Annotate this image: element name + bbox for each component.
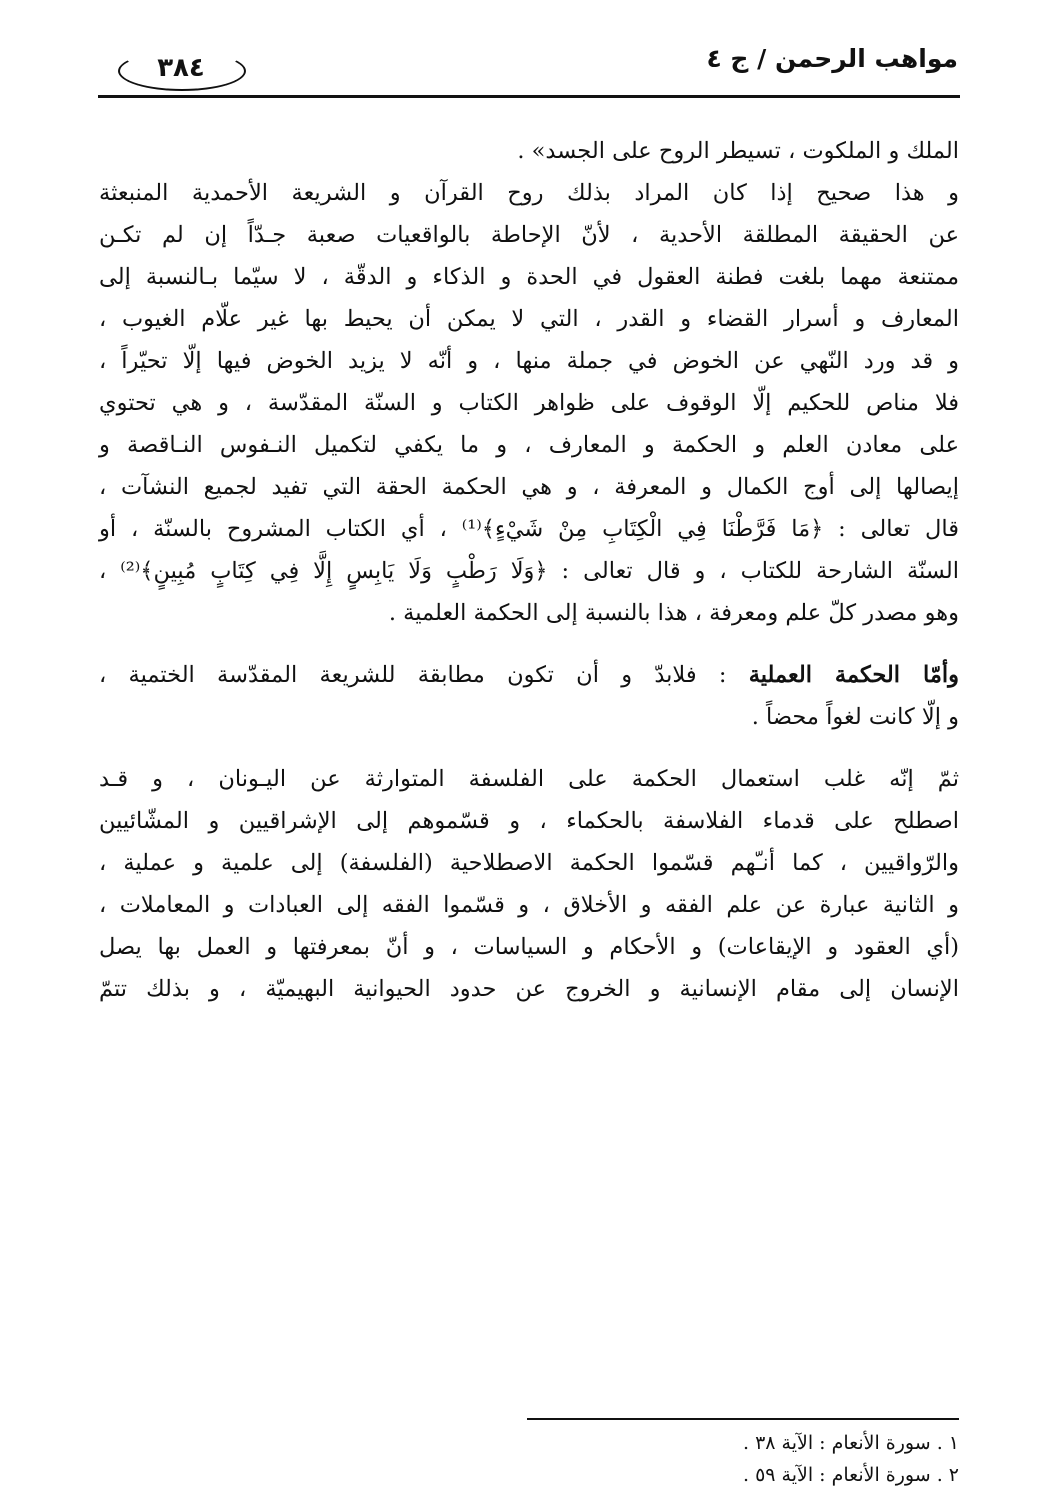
paragraph-4 <box>99 758 959 1010</box>
page-header <box>96 38 958 92</box>
text-line: السنّة الشارحة للكتاب ، و قال تعالى : ﴿وَلَا رَطْبٍ وَلَا يَابِسٍ إِلَّا فِي كِتَابٍ مُبِينٍ﴾⁽²⁾ ، <box>99 558 959 584</box>
paragraph-3 <box>99 654 959 738</box>
text-line: و هذا صحيح إذا كان المراد بذلك روح القرآن و الشريعة الأحمدية المنبعثة <box>99 180 959 206</box>
paragraph-1 <box>99 130 959 172</box>
text-line: ثمّ إنّه غلب استعمال الحكمة على الفلسفة المتوارثة عن اليـونان ، و قـد <box>99 766 959 792</box>
text-line: إيصالها إلى أوج الكمال و المعرفة ، و هي الحكمة الحقة التي تفيد لجميع النشآت ، <box>99 474 959 500</box>
text-line: فلا مناص للحكيم إلّا الوقوف على ظواهر الكتاب و السنّة المقدّسة ، و هي تحتوي <box>99 390 959 416</box>
paragraph-2 <box>99 172 959 634</box>
text-line: على معادن العلم و الحكمة و المعارف ، و ما يكفي لتكميل النـفوس النـاقصة و <box>99 432 959 458</box>
text-line: الإنسان إلى مقام الإنسانية و الخروج عن حدود الحيوانية البهيميّة ، و بذلك تتمّ <box>99 976 959 1002</box>
footnote-rule <box>527 1418 959 1420</box>
text-line: قال تعالى : ﴿مَا فَرَّطْنَا فِي الْكِتَابِ مِنْ شَيْءٍ﴾⁽¹⁾ ، أي الكتاب المشروح بالسنّة ، أو <box>99 516 959 542</box>
text-line: عن الحقيقة المطلقة الأحدية ، لأنّ الإحاطة بالواقعيات صعبة جـدّاً إن لم تكـن <box>99 222 959 248</box>
text-line: و الثانية عبارة عن علم الفقه و الأخلاق ، و قسّموا الفقه إلى العبادات و المعاملات ، <box>99 892 959 918</box>
text-line: والرّواقيين ، كما أنـّهم قسّموا الحكمة الاصطلاحية (الفلسفة) إلى علمية و عملية ، <box>99 850 959 876</box>
main-text <box>99 130 959 1010</box>
text-line: اصطلح على قدماء الفلاسفة بالحكماء ، و قسّموهم إلى الإشراقيين و المشّائيين <box>99 808 959 834</box>
text-line: المعارف و أسرار القضاء و القدر ، التي لا يمكن أن يحيط بها غير علّام الغيوب ، <box>99 306 959 332</box>
text-line: و إلّا كانت لغواً محضاً . <box>751 704 959 730</box>
page-number: ٣٨٤ <box>157 53 205 83</box>
footnotes <box>459 1428 959 1492</box>
text-line: و قد ورد النّهي عن الخوض في جملة منها ، و أنّه لا يزيد الخوض فيها إلّا تحيّراً ، <box>99 348 959 374</box>
text-line: الملك و الملكوت ، تسيطر الروح على الجسد» . <box>517 138 959 164</box>
footnote-2: ٢ . سورة الأنعام : الآية ٥٩ . <box>743 1464 959 1486</box>
header-rule <box>98 95 960 98</box>
footnote-1: ١ . سورة الأنعام : الآية ٣٨ . <box>743 1432 959 1454</box>
running-title: مواهب الرحمن / ج ٤ <box>706 44 958 73</box>
text-span: : فلابدّ و أن تكون مطابقة للشريعة المقدّسة الختمية ، <box>99 662 749 688</box>
text-line: وهو مصدر كلّ علم ومعرفة ، هذا بالنسبة إلى الحكمة العلمية . <box>388 600 959 626</box>
text-line <box>99 654 959 696</box>
text-line: (أي العقود و الإيقاعات) و الأحكام و السياسات ، و أنّ بمعرفتها و العمل بها يصل <box>99 934 959 960</box>
text-line: ممتنعة مهما بلغت فطنة العقول في الحدة و الذكاء و الدقّة ، لا سيّما بـالنسبة إلى <box>99 264 959 290</box>
bold-heading: وأمّا الحكمة العملية <box>748 662 960 688</box>
